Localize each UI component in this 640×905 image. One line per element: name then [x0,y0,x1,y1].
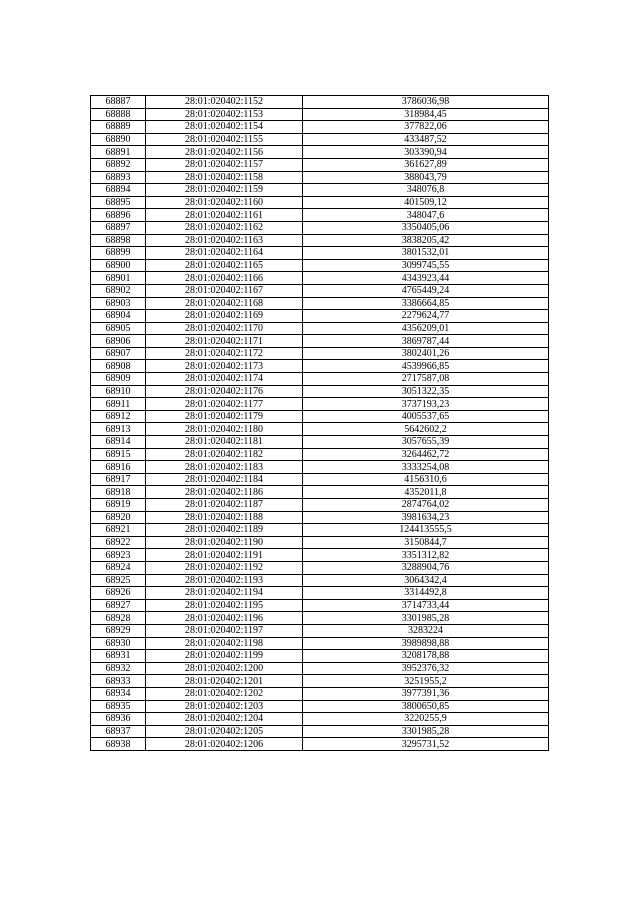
table-row [91,461,549,474]
row-number-cell: 68924 [91,561,146,574]
cadastral-number-cell: 28:01:020402:1177 [146,398,303,411]
table-row [91,209,549,222]
row-number-cell: 68890 [91,133,146,146]
cadastral-number-cell: 28:01:020402:1156 [146,146,303,159]
row-number-cell: 68901 [91,272,146,285]
cadastral-value-cell: 3989898,88 [303,637,549,650]
cadastral-number-cell: 28:01:020402:1186 [146,486,303,499]
cadastral-number-cell: 28:01:020402:1166 [146,272,303,285]
cadastral-number-cell: 28:01:020402:1162 [146,221,303,234]
row-number-cell: 68909 [91,373,146,386]
cadastral-number-cell: 28:01:020402:1197 [146,624,303,637]
cadastral-number-cell: 28:01:020402:1182 [146,448,303,461]
table-row [91,587,549,600]
table-row [91,549,549,562]
table-row [91,284,549,297]
row-number-cell: 68899 [91,247,146,260]
cadastral-value-cell: 303390,94 [303,146,549,159]
row-number-cell: 68900 [91,259,146,272]
table-row [91,511,549,524]
cadastral-value-cell: 318984,45 [303,108,549,121]
cadastral-value-cell: 4352011,8 [303,486,549,499]
cadastral-number-cell: 28:01:020402:1155 [146,133,303,146]
table-row [91,322,549,335]
cadastral-number-cell: 28:01:020402:1159 [146,184,303,197]
cadastral-number-cell: 28:01:020402:1172 [146,347,303,360]
row-number-cell: 68894 [91,184,146,197]
cadastral-number-cell: 28:01:020402:1199 [146,650,303,663]
cadastral-number-cell: 28:01:020402:1192 [146,561,303,574]
row-number-cell: 68935 [91,700,146,713]
row-number-cell: 68917 [91,473,146,486]
cadastral-value-cell: 3333254,08 [303,461,549,474]
cadastral-value-cell: 377822,06 [303,121,549,134]
cadastral-number-cell: 28:01:020402:1152 [146,96,303,109]
cadastral-number-cell: 28:01:020402:1200 [146,662,303,675]
cadastral-number-cell: 28:01:020402:1203 [146,700,303,713]
table-row [91,146,549,159]
cadastral-number-cell: 28:01:020402:1165 [146,259,303,272]
cadastral-value-cell: 3099745,55 [303,259,549,272]
row-number-cell: 68891 [91,146,146,159]
row-number-cell: 68910 [91,385,146,398]
row-number-cell: 68937 [91,725,146,738]
row-number-cell: 68925 [91,574,146,587]
cadastral-number-cell: 28:01:020402:1187 [146,499,303,512]
cadastral-number-cell: 28:01:020402:1202 [146,687,303,700]
row-number-cell: 68889 [91,121,146,134]
table-row [91,574,549,587]
cadastral-value-cell: 4356209,01 [303,322,549,335]
table-row [91,612,549,625]
table-row [91,221,549,234]
table-row [91,398,549,411]
row-number-cell: 68918 [91,486,146,499]
cadastral-value-cell: 3295731,52 [303,738,549,751]
row-number-cell: 68887 [91,96,146,109]
cadastral-number-cell: 28:01:020402:1180 [146,423,303,436]
table-row [91,133,549,146]
table-row [91,373,549,386]
row-number-cell: 68905 [91,322,146,335]
cadastral-value-cell: 3208178,88 [303,650,549,663]
row-number-cell: 68911 [91,398,146,411]
cadastral-value-cell: 3064342,4 [303,574,549,587]
cadastral-number-cell: 28:01:020402:1181 [146,436,303,449]
cadastral-number-cell: 28:01:020402:1190 [146,536,303,549]
table-row [91,738,549,751]
cadastral-number-cell: 28:01:020402:1157 [146,158,303,171]
cadastral-value-cell: 3977391,36 [303,687,549,700]
cadastral-value-cell: 3981634,23 [303,511,549,524]
row-number-cell: 68908 [91,360,146,373]
row-number-cell: 68896 [91,209,146,222]
cadastral-value-cell: 348076,8 [303,184,549,197]
table-row [91,272,549,285]
table-row [91,436,549,449]
row-number-cell: 68933 [91,675,146,688]
cadastral-value-table [90,95,549,751]
row-number-cell: 68913 [91,423,146,436]
table-row [91,624,549,637]
table-row [91,96,549,109]
cadastral-value-cell: 433487,52 [303,133,549,146]
cadastral-number-cell: 28:01:020402:1198 [146,637,303,650]
cadastral-number-cell: 28:01:020402:1195 [146,599,303,612]
cadastral-number-cell: 28:01:020402:1160 [146,196,303,209]
cadastral-value-cell: 3838205,42 [303,234,549,247]
cadastral-number-cell: 28:01:020402:1189 [146,524,303,537]
cadastral-value-cell: 3386664,85 [303,297,549,310]
row-number-cell: 68927 [91,599,146,612]
row-number-cell: 68936 [91,713,146,726]
cadastral-value-cell: 3264462,72 [303,448,549,461]
table-row [91,713,549,726]
row-number-cell: 68929 [91,624,146,637]
row-number-cell: 68926 [91,587,146,600]
cadastral-value-cell: 3737193,23 [303,398,549,411]
table-row [91,599,549,612]
cadastral-value-cell: 3350405,06 [303,221,549,234]
table-row [91,158,549,171]
cadastral-value-cell: 4156310,6 [303,473,549,486]
cadastral-value-cell: 4005537,65 [303,410,549,423]
table-row [91,121,549,134]
cadastral-value-cell: 3150844,7 [303,536,549,549]
row-number-cell: 68904 [91,310,146,323]
row-number-cell: 68898 [91,234,146,247]
cadastral-value-cell: 3802401,26 [303,347,549,360]
table-row [91,310,549,323]
table-row [91,536,549,549]
cadastral-number-cell: 28:01:020402:1153 [146,108,303,121]
table-row [91,448,549,461]
cadastral-value-cell: 3051322,35 [303,385,549,398]
row-number-cell: 68919 [91,499,146,512]
cadastral-value-cell: 4765449,24 [303,284,549,297]
cadastral-value-cell: 3288904,76 [303,561,549,574]
row-number-cell: 68906 [91,335,146,348]
cadastral-value-cell: 3251955,2 [303,675,549,688]
table-row [91,486,549,499]
table-row [91,725,549,738]
cadastral-number-cell: 28:01:020402:1201 [146,675,303,688]
row-number-cell: 68934 [91,687,146,700]
cadastral-value-cell: 3801532,01 [303,247,549,260]
table-row [91,385,549,398]
row-number-cell: 68888 [91,108,146,121]
cadastral-value-cell: 3351312,82 [303,549,549,562]
cadastral-value-cell: 361627,89 [303,158,549,171]
cadastral-number-cell: 28:01:020402:1184 [146,473,303,486]
cadastral-value-cell: 2279624,77 [303,310,549,323]
table-row [91,234,549,247]
cadastral-value-cell: 3714733,44 [303,599,549,612]
cadastral-number-cell: 28:01:020402:1176 [146,385,303,398]
row-number-cell: 68893 [91,171,146,184]
row-number-cell: 68921 [91,524,146,537]
row-number-cell: 68930 [91,637,146,650]
cadastral-number-cell: 28:01:020402:1196 [146,612,303,625]
row-number-cell: 68895 [91,196,146,209]
cadastral-value-cell: 124413555,5 [303,524,549,537]
cadastral-number-cell: 28:01:020402:1161 [146,209,303,222]
row-number-cell: 68912 [91,410,146,423]
row-number-cell: 68916 [91,461,146,474]
cadastral-number-cell: 28:01:020402:1188 [146,511,303,524]
row-number-cell: 68938 [91,738,146,751]
cadastral-value-cell: 4343923,44 [303,272,549,285]
table-row [91,687,549,700]
table-row [91,662,549,675]
cadastral-number-cell: 28:01:020402:1193 [146,574,303,587]
table-row [91,675,549,688]
table-row [91,473,549,486]
cadastral-number-cell: 28:01:020402:1183 [146,461,303,474]
row-number-cell: 68915 [91,448,146,461]
cadastral-value-cell: 3301985,28 [303,725,549,738]
row-number-cell: 68931 [91,650,146,663]
row-number-cell: 68928 [91,612,146,625]
cadastral-value-cell: 3283224 [303,624,549,637]
row-number-cell: 68907 [91,347,146,360]
row-number-cell: 68914 [91,436,146,449]
cadastral-number-cell: 28:01:020402:1174 [146,373,303,386]
table-row [91,184,549,197]
table-row [91,335,549,348]
cadastral-number-cell: 28:01:020402:1169 [146,310,303,323]
cadastral-number-cell: 28:01:020402:1194 [146,587,303,600]
table-row [91,108,549,121]
table-row [91,561,549,574]
cadastral-value-cell: 388043,79 [303,171,549,184]
cadastral-value-cell: 3314492,8 [303,587,549,600]
cadastral-number-cell: 28:01:020402:1154 [146,121,303,134]
cadastral-value-cell: 3800650,85 [303,700,549,713]
cadastral-value-cell: 3301985,28 [303,612,549,625]
table-row [91,347,549,360]
table-row [91,410,549,423]
cadastral-number-cell: 28:01:020402:1164 [146,247,303,260]
cadastral-number-cell: 28:01:020402:1173 [146,360,303,373]
cadastral-number-cell: 28:01:020402:1158 [146,171,303,184]
table-row [91,259,549,272]
row-number-cell: 68932 [91,662,146,675]
cadastral-number-cell: 28:01:020402:1191 [146,549,303,562]
table-row [91,637,549,650]
table-row [91,499,549,512]
cadastral-number-cell: 28:01:020402:1171 [146,335,303,348]
cadastral-value-cell: 3057655,39 [303,436,549,449]
cadastral-value-cell: 2717587,08 [303,373,549,386]
cadastral-number-cell: 28:01:020402:1206 [146,738,303,751]
cadastral-number-cell: 28:01:020402:1205 [146,725,303,738]
table-row [91,360,549,373]
row-number-cell: 68922 [91,536,146,549]
cadastral-number-cell: 28:01:020402:1204 [146,713,303,726]
table-row [91,196,549,209]
table-row [91,297,549,310]
cadastral-value-cell: 3220255,9 [303,713,549,726]
table-row [91,171,549,184]
cadastral-number-cell: 28:01:020402:1167 [146,284,303,297]
row-number-cell: 68892 [91,158,146,171]
cadastral-value-cell: 5642602,2 [303,423,549,436]
cadastral-number-cell: 28:01:020402:1170 [146,322,303,335]
row-number-cell: 68903 [91,297,146,310]
table-row [91,700,549,713]
row-number-cell: 68923 [91,549,146,562]
cadastral-value-cell: 3952376,32 [303,662,549,675]
cadastral-value-cell: 401509,12 [303,196,549,209]
table-row [91,524,549,537]
table-row [91,247,549,260]
cadastral-value-cell: 4539966,85 [303,360,549,373]
row-number-cell: 68920 [91,511,146,524]
table-row [91,650,549,663]
table-body [91,96,549,751]
cadastral-number-cell: 28:01:020402:1168 [146,297,303,310]
cadastral-value-cell: 2874764,02 [303,499,549,512]
cadastral-value-cell: 348047,6 [303,209,549,222]
cadastral-value-cell: 3786036,98 [303,96,549,109]
cadastral-number-cell: 28:01:020402:1179 [146,410,303,423]
row-number-cell: 68897 [91,221,146,234]
table-row [91,423,549,436]
row-number-cell: 68902 [91,284,146,297]
cadastral-number-cell: 28:01:020402:1163 [146,234,303,247]
cadastral-value-cell: 3869787,44 [303,335,549,348]
